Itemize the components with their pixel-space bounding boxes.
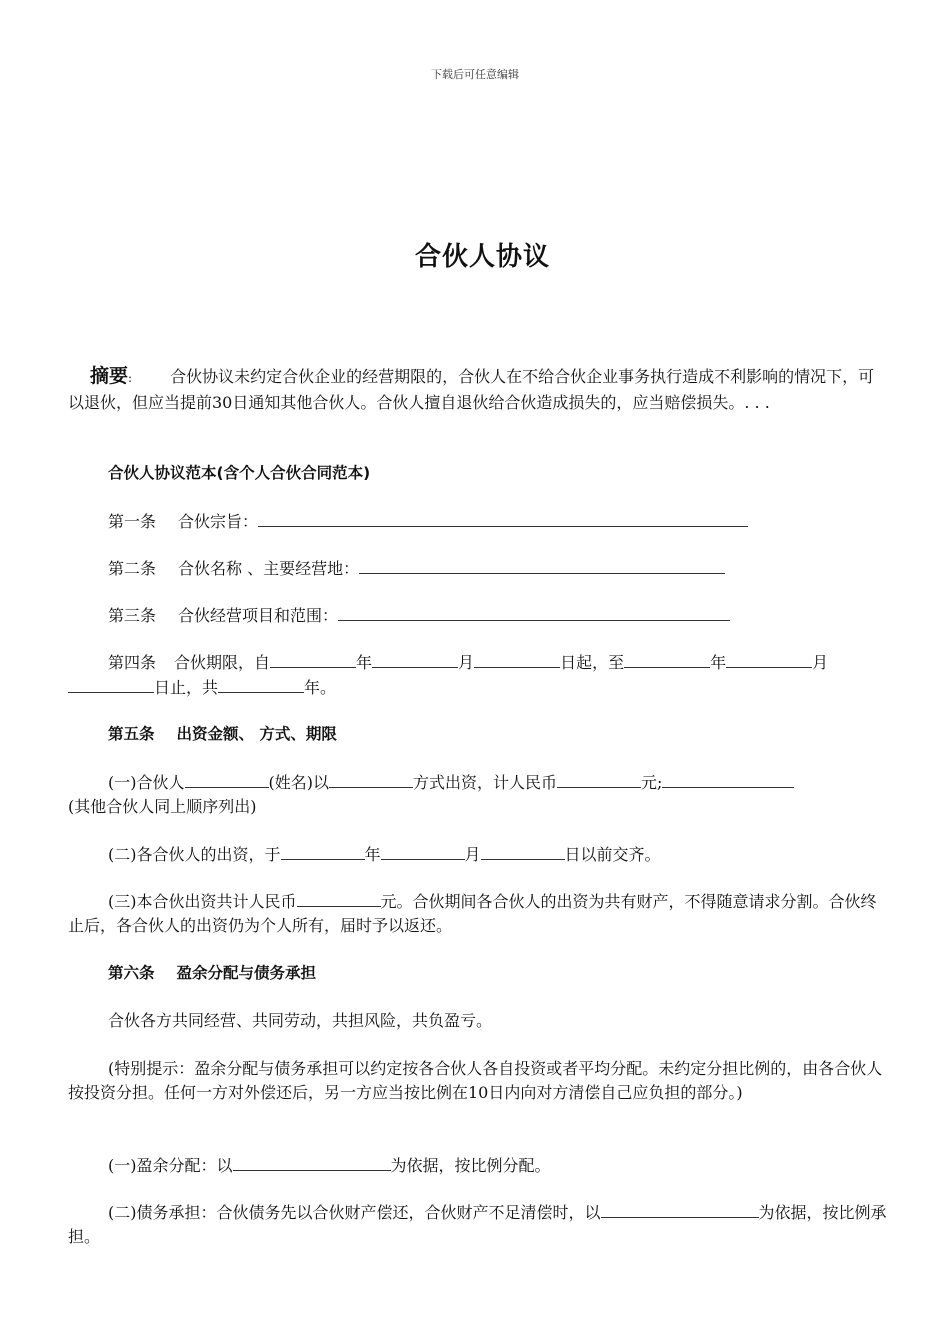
month-label: 月 bbox=[812, 653, 829, 672]
article-4-end-month-blank[interactable] bbox=[726, 650, 812, 668]
article-2-text: 合伙名称 、主要经营地： bbox=[178, 559, 360, 578]
document-title: 合伙人协议 bbox=[414, 242, 550, 272]
year-label: 年 bbox=[364, 845, 381, 864]
article-1 bbox=[108, 509, 928, 534]
article-2-blank[interactable] bbox=[359, 556, 725, 574]
profit-basis-blank[interactable] bbox=[233, 1153, 391, 1171]
article-4-start-month-blank[interactable] bbox=[372, 650, 458, 668]
article-5-item-1 bbox=[68, 770, 888, 819]
year-label: 年 bbox=[710, 653, 727, 672]
abstract-text: 合伙协议未约定合伙企业的经营期限的，合伙人在不给合伙企业事务执行造成不利影响的情况下，可以退伙，但应当提前30日通知其他合伙人。合伙人擅自退伙给合伙造成损失的，应当赔偿损失。. . . bbox=[68, 367, 875, 412]
article-3-number: 第三条 bbox=[108, 606, 157, 625]
item-text: (姓名)以 bbox=[268, 773, 329, 792]
abstract-colon: : bbox=[128, 371, 133, 385]
article-5-number: 第五条 bbox=[108, 725, 155, 743]
item-text: 日以前交齐。 bbox=[564, 845, 661, 864]
article-6-title: 盈余分配与债务承担 bbox=[176, 964, 317, 982]
abstract-label: 摘要 bbox=[90, 365, 129, 387]
article-6-item-1 bbox=[68, 1153, 888, 1178]
article-4-end-day-blank[interactable] bbox=[68, 675, 154, 693]
article-5-item-3 bbox=[68, 889, 888, 938]
item-text: 方式出资，计人民币 bbox=[413, 773, 558, 792]
other-partner-blank[interactable] bbox=[662, 770, 794, 788]
article-4-number: 第四条 bbox=[108, 653, 157, 672]
article-6-heading bbox=[108, 961, 928, 985]
item-text: 为依据，按比例承担。 bbox=[68, 1203, 887, 1246]
contribution-amount-blank[interactable] bbox=[557, 770, 641, 788]
day-end-label: 日止，共 bbox=[154, 678, 219, 697]
month-label: 月 bbox=[464, 845, 481, 864]
deadline-month-blank[interactable] bbox=[381, 842, 465, 860]
years-end-label: 年。 bbox=[304, 678, 337, 697]
item-text: (三)本合伙出资共计人民币 bbox=[108, 892, 297, 911]
contribution-method-blank[interactable] bbox=[329, 770, 413, 788]
item-text: 元; bbox=[641, 773, 663, 792]
partner-name-blank[interactable] bbox=[185, 770, 269, 788]
abstract-paragraph bbox=[68, 364, 888, 415]
article-3-blank[interactable] bbox=[338, 603, 730, 621]
article-6-paragraph: 合伙各方共同经营、共同劳动，共担风险，共负盈亏。 bbox=[108, 1011, 493, 1030]
deadline-day-blank[interactable] bbox=[481, 842, 565, 860]
article-4 bbox=[68, 650, 888, 700]
article-4-start-year-blank[interactable] bbox=[270, 650, 356, 668]
article-5-heading bbox=[108, 722, 928, 746]
item-text: (一)盈余分配：以 bbox=[108, 1156, 233, 1175]
article-2-number: 第二条 bbox=[108, 559, 157, 578]
item-text: 元。合伙期间各合伙人的出资为共有财产，不得随意请求分割。合伙终止后，各合伙人的出资仍为个人所有，届时予以返还。 bbox=[68, 892, 877, 935]
item-text: (二)债务承担：合伙债务先以合伙财产偿还，合伙财产不足清偿时，以 bbox=[108, 1203, 601, 1222]
article-2 bbox=[108, 556, 928, 581]
header-note: 下载后可任意编辑 bbox=[431, 68, 519, 81]
article-6-number: 第六条 bbox=[108, 964, 155, 982]
debt-basis-blank[interactable] bbox=[601, 1200, 759, 1218]
article-3 bbox=[108, 603, 928, 628]
special-note: (特别提示：盈余分配与债务承担可以约定按各合伙人各自投资或者平均分配。未约定分担比例的，由各合伙人按投资分担。任何一方对外偿还后，另一方应当按比例在10日内向对方清偿自己应负担的部分。) bbox=[68, 1059, 883, 1102]
article-4-start-day-blank[interactable] bbox=[474, 650, 560, 668]
article-6-item-2 bbox=[68, 1200, 888, 1249]
month-label: 月 bbox=[458, 653, 475, 672]
article-1-blank[interactable] bbox=[258, 509, 748, 527]
article-1-text: 合伙宗旨： bbox=[178, 512, 259, 531]
article-1-number: 第一条 bbox=[108, 512, 157, 531]
year-label: 年 bbox=[356, 653, 373, 672]
article-5-title: 出资金额、 方式、期限 bbox=[176, 725, 337, 743]
article-3-text: 合伙经营项目和范围： bbox=[178, 606, 339, 625]
item-text: 为依据，按比例分配。 bbox=[390, 1156, 551, 1175]
article-4-end-year-blank[interactable] bbox=[624, 650, 710, 668]
deadline-year-blank[interactable] bbox=[281, 842, 365, 860]
total-capital-blank[interactable] bbox=[297, 889, 381, 907]
day-from-label: 日起，至 bbox=[560, 653, 625, 672]
item-note: (其他合伙人同上顺序列出) bbox=[68, 797, 257, 816]
item-text: (一)合伙人 bbox=[108, 773, 185, 792]
article-5-item-2 bbox=[68, 842, 888, 867]
item-text: (二)各合伙人的出资，于 bbox=[108, 845, 281, 864]
article-4-text: 合伙期限，自 bbox=[174, 653, 271, 672]
template-heading: 合伙人协议范本(含个人合伙合同范本) bbox=[108, 464, 371, 482]
article-4-total-years-blank[interactable] bbox=[218, 675, 304, 693]
